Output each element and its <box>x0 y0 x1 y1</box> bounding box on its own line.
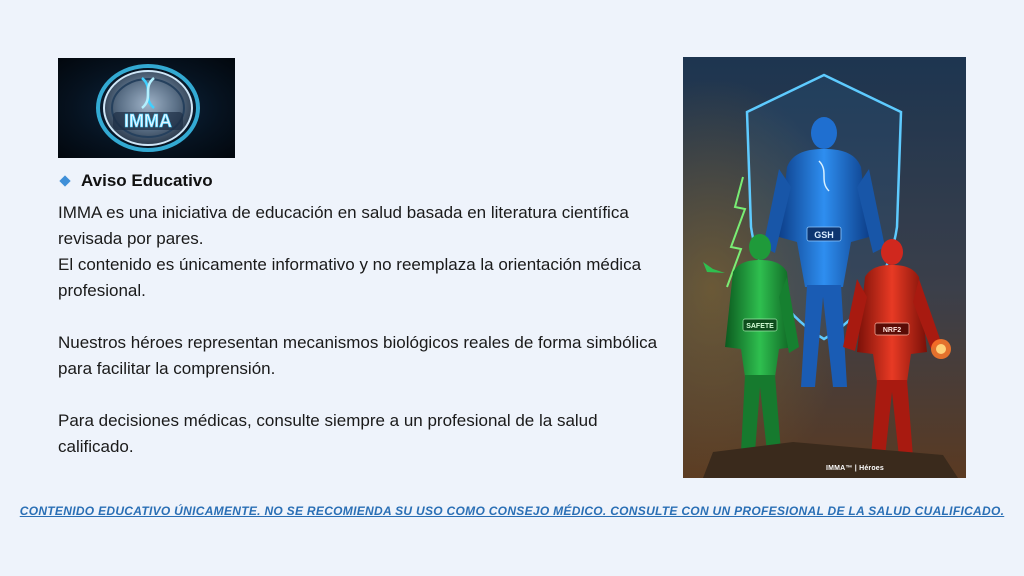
red-hero-badge: NRF2 <box>882 327 902 334</box>
logo-text: IMMA <box>124 111 172 131</box>
green-hero-badge: SAFETE <box>746 323 774 330</box>
hero-caption: IMMA™ | Héroes <box>825 465 884 472</box>
notice-heading <box>58 171 213 191</box>
notice-title: Aviso Educativo <box>81 171 213 190</box>
notice-paragraph: Nuestros héroes representan mecanismos biológicos reales de forma simbólica para facilitar la comprensión. <box>58 333 658 378</box>
notice-paragraph: Para decisiones médicas, consulte siempre a un profesional de la salud calificado. <box>58 411 598 456</box>
notice-paragraph: El contenido es únicamente informativo y no reemplaza la orientación médica profesional. <box>58 255 642 300</box>
heroes-illustration <box>683 57 966 478</box>
notice-paragraph: IMMA es una iniciativa de educación en salud basada en literatura científica revisada por pares. <box>58 203 629 248</box>
blue-hero-badge: GSH <box>814 230 834 240</box>
imma-logo <box>58 58 235 158</box>
diamond-bullet-icon <box>59 175 70 186</box>
notice-body <box>58 200 658 460</box>
disclaimer-banner: CONTENIDO EDUCATIVO ÚNICAMENTE. NO SE RECOMIENDA SU USO COMO CONSEJO MÉDICO. CONSULTE CON UN PROFESIONAL DE LA SALUD CUALIFICADO. <box>19 504 1005 518</box>
